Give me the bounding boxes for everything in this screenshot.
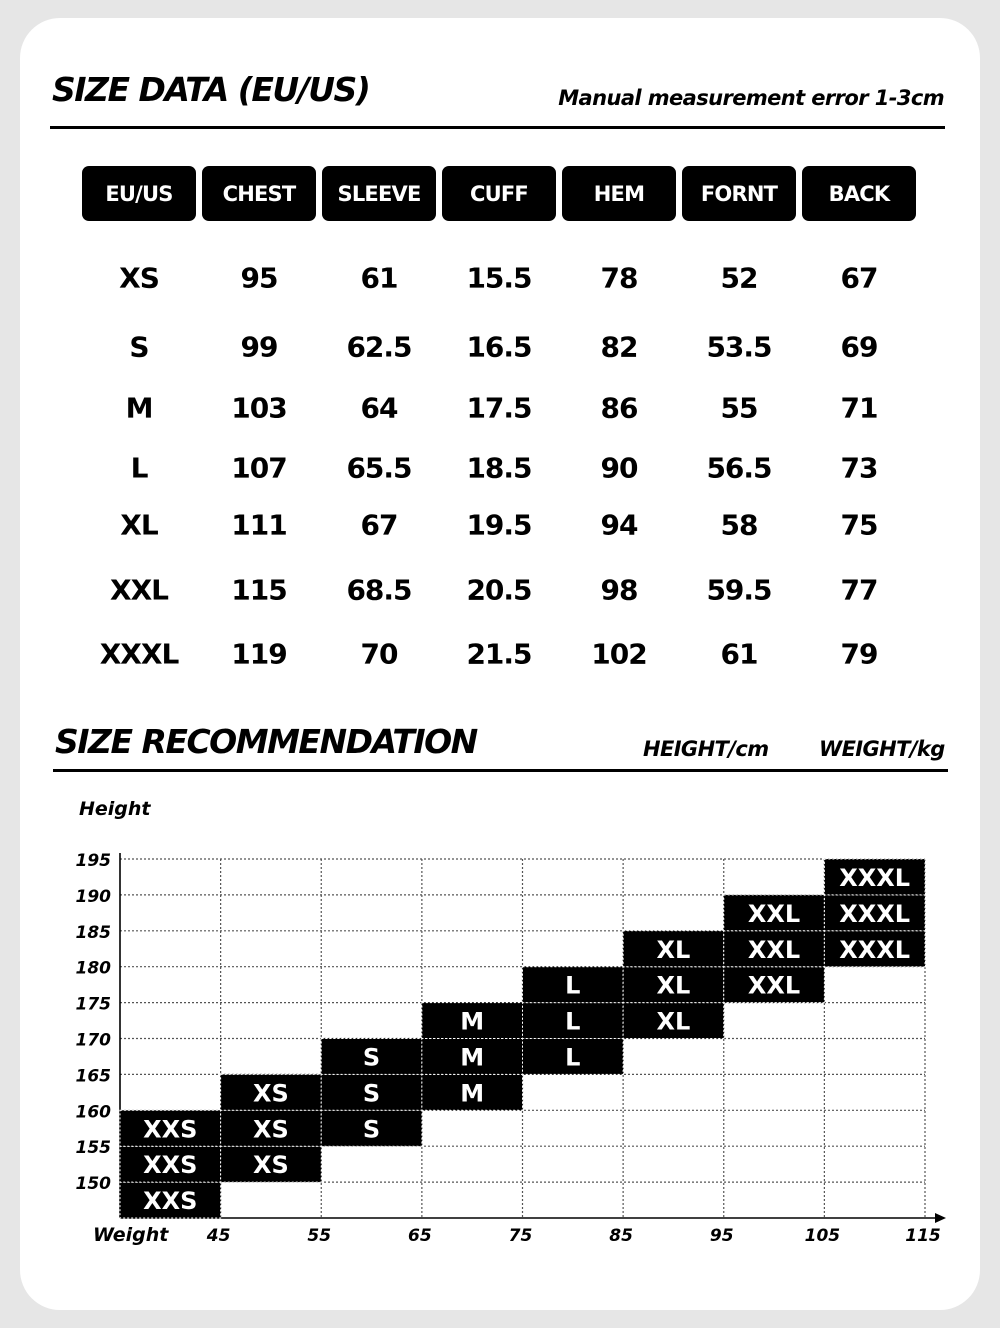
cell-chest: 111 bbox=[231, 508, 287, 542]
y-tick-label: 190 bbox=[75, 886, 111, 907]
cell-cuff: 16.5 bbox=[466, 330, 532, 364]
cell-front: 59.5 bbox=[706, 573, 772, 607]
size-cell-label: XL bbox=[656, 935, 691, 964]
y-tick-label: 160 bbox=[75, 1102, 111, 1123]
cell-front: 56.5 bbox=[706, 451, 772, 485]
header-cuff: CUFF bbox=[442, 166, 556, 221]
x-tick-label: 75 bbox=[508, 1226, 533, 1246]
cell-eu-us: XS bbox=[119, 261, 159, 295]
header-front: FORNT bbox=[682, 166, 796, 221]
size-cell-label: XXS bbox=[143, 1187, 198, 1216]
header-eu-us: EU/US bbox=[82, 166, 196, 221]
cell-eu-us: M bbox=[125, 391, 153, 425]
cell-chest: 107 bbox=[231, 451, 287, 485]
y-tick-label: 180 bbox=[75, 958, 111, 979]
cell-back: 79 bbox=[840, 637, 878, 671]
cell-back: 69 bbox=[840, 330, 878, 364]
cell-hem: 102 bbox=[591, 637, 647, 671]
measurement-note: Manual measurement error 1-3cm bbox=[558, 86, 944, 110]
cell-eu-us: L bbox=[130, 451, 148, 485]
cell-chest: 95 bbox=[240, 261, 278, 295]
y-tick-label: 170 bbox=[75, 1030, 111, 1051]
cell-cuff: 19.5 bbox=[466, 508, 532, 542]
size-cell-label: XL bbox=[656, 971, 691, 1000]
cell-cuff: 15.5 bbox=[466, 261, 532, 295]
cell-sleeve: 65.5 bbox=[346, 451, 412, 485]
cell-eu-us: S bbox=[129, 330, 149, 364]
weight-unit-label: WEIGHT/kg bbox=[819, 737, 945, 761]
header-hem: HEM bbox=[562, 166, 676, 221]
size-cell-label: XXXL bbox=[839, 899, 911, 928]
x-tick-label: 115 bbox=[905, 1226, 941, 1246]
size-recommendation-title: SIZE RECOMMENDATION bbox=[55, 722, 477, 761]
cell-sleeve: 61 bbox=[360, 261, 398, 295]
cell-hem: 86 bbox=[600, 391, 638, 425]
size-cell-label: XXXL bbox=[839, 935, 911, 964]
y-axis-title: Height bbox=[79, 798, 151, 820]
size-cell-label: L bbox=[565, 1043, 581, 1072]
size-cell-label: XXS bbox=[143, 1115, 198, 1144]
cell-eu-us: XXL bbox=[109, 573, 169, 607]
cell-front: 58 bbox=[720, 508, 758, 542]
cell-eu-us: XL bbox=[120, 508, 158, 542]
cell-cuff: 17.5 bbox=[466, 391, 532, 425]
cell-back: 75 bbox=[840, 508, 878, 542]
y-tick-label: 165 bbox=[75, 1066, 111, 1087]
cell-hem: 78 bbox=[600, 261, 638, 295]
y-tick-label: 150 bbox=[75, 1174, 111, 1195]
header-sleeve: SLEEVE bbox=[322, 166, 436, 221]
y-tick-label: 155 bbox=[75, 1138, 111, 1159]
x-tick-label: 105 bbox=[804, 1226, 841, 1246]
cell-back: 67 bbox=[840, 261, 878, 295]
height-unit-label: HEIGHT/cm bbox=[643, 737, 769, 761]
cell-chest: 103 bbox=[231, 391, 287, 425]
size-cell-label: XS bbox=[253, 1115, 289, 1144]
cell-hem: 94 bbox=[600, 508, 638, 542]
size-data-title: SIZE DATA (EU/US) bbox=[52, 70, 370, 109]
size-cell-label: XXL bbox=[747, 971, 801, 1000]
cell-chest: 99 bbox=[240, 330, 278, 364]
cell-sleeve: 68.5 bbox=[346, 573, 412, 607]
cell-hem: 98 bbox=[600, 573, 638, 607]
x-axis-arrow bbox=[935, 1213, 946, 1223]
cell-back: 71 bbox=[840, 391, 878, 425]
y-tick-label: 195 bbox=[75, 851, 111, 871]
cell-hem: 82 bbox=[600, 330, 638, 364]
cell-front: 61 bbox=[720, 637, 758, 671]
y-tick-label: 175 bbox=[75, 994, 111, 1015]
cell-front: 55 bbox=[720, 391, 758, 425]
size-cell-label: XXL bbox=[747, 935, 801, 964]
header-chest: CHEST bbox=[202, 166, 316, 221]
size-cell-label: XL bbox=[656, 1007, 691, 1036]
size-cell-label: L bbox=[565, 1007, 581, 1036]
cell-back: 77 bbox=[840, 573, 878, 607]
cell-back: 73 bbox=[840, 451, 878, 485]
size-cell-label: XS bbox=[253, 1151, 289, 1180]
size-cell-label: S bbox=[362, 1079, 381, 1108]
x-axis-title: Weight bbox=[93, 1224, 169, 1246]
cell-front: 53.5 bbox=[706, 330, 772, 364]
size-cell-label: XXXL bbox=[839, 863, 911, 892]
size-cell-label: M bbox=[460, 1007, 485, 1036]
cell-sleeve: 62.5 bbox=[346, 330, 412, 364]
size-cell-label: XXL bbox=[747, 899, 801, 928]
size-cell-label: S bbox=[362, 1115, 381, 1144]
cell-sleeve: 64 bbox=[360, 391, 398, 425]
cell-chest: 119 bbox=[231, 637, 287, 671]
x-tick-label: 95 bbox=[709, 1226, 734, 1246]
cell-chest: 115 bbox=[231, 573, 287, 607]
cell-cuff: 21.5 bbox=[466, 637, 532, 671]
cell-hem: 90 bbox=[600, 451, 638, 485]
cell-sleeve: 67 bbox=[360, 508, 398, 542]
x-tick-label: 85 bbox=[609, 1226, 633, 1246]
cell-cuff: 20.5 bbox=[466, 573, 532, 607]
header-back: BACK bbox=[802, 166, 916, 221]
size-cell-label: XXS bbox=[143, 1151, 198, 1180]
cell-cuff: 18.5 bbox=[466, 451, 532, 485]
cell-front: 52 bbox=[720, 261, 758, 295]
cell-eu-us: XXXL bbox=[99, 637, 179, 671]
size-cell-label: XS bbox=[253, 1079, 289, 1108]
size-cell-label: S bbox=[362, 1043, 381, 1072]
cell-sleeve: 70 bbox=[360, 637, 398, 671]
size-cell-label: L bbox=[565, 971, 581, 1000]
x-tick-label: 65 bbox=[408, 1226, 432, 1246]
y-tick-label: 185 bbox=[75, 922, 111, 943]
size-cell-label: M bbox=[460, 1079, 485, 1108]
x-tick-label: 45 bbox=[206, 1226, 231, 1246]
size-cell-label: M bbox=[460, 1043, 485, 1072]
x-tick-label: 55 bbox=[307, 1226, 332, 1246]
